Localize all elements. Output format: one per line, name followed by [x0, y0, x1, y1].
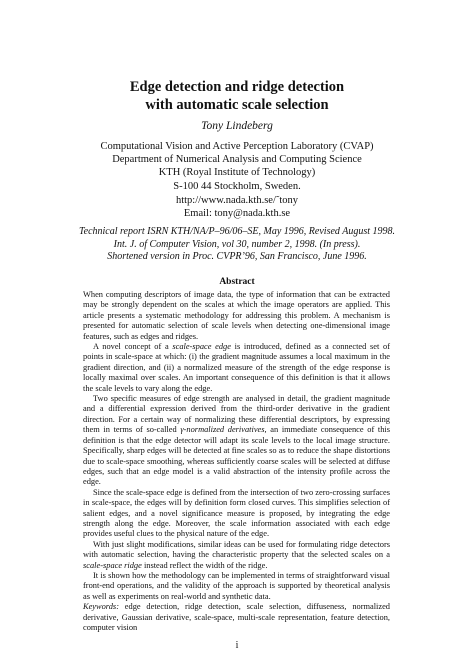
abstract-paragraph-1: When computing descriptors of image data, the type of information that can be extracted may be strongly dependent on the scales at which the image operators are applied. This article presents a systematic methodology for addressing this problem. A mechanism is presented for automatic selection of scale levels when detecting one-dimensional image features, such as edges and ridges. — [83, 290, 390, 341]
report-line-3: Shortened version in Proc. CVPR’96, San Francisco, June 1996. — [107, 251, 367, 263]
paper-title — [0, 78, 474, 114]
author-url: http://www.nada.kth.se/˜tony — [175, 195, 299, 206]
keywords — [83, 602, 390, 633]
author-name: Tony Lindeberg — [201, 120, 273, 132]
affiliation-line-2: Department of Numerical Analysis and Computing Science — [112, 154, 362, 166]
contact-info — [0, 195, 474, 220]
abstract-heading: Abstract — [219, 277, 255, 287]
title-line-1: Edge detection and ridge detection — [129, 79, 345, 95]
abstract-paragraph-5: With just slight modifications, similar ideas can be used for formulating ridge detectors with automatic selection, having the characteristic property that the selected scales on a scale-space ridge instead reflect the width of the ridge. — [83, 539, 390, 570]
report-line-2: Int. J. of Computer Vision, vol 30, number 2, 1998. (In press). — [113, 238, 361, 250]
abstract-paragraph-3: Two specific measures of edge strength are analysed in detail, the gradient magnitude and a differential expression derived from the third-order derivative in the gradient direction. For a certain way of normalizing these differential descriptors, by expressing them in terms of so-called γ-normalized derivatives, an immediate consequence of this definition is that the edge detector will adapt its scale levels to the local image structure. Specifically, sharp edges will be detected at fine scales so as to reduce the shape distortions due to scale-space smoothing, whereas sufficiently coarse scales will be selected at diffuse edges, such that an edge model is a valid abstraction of the intensity profile across the edge. — [83, 394, 390, 487]
title-line-2: with automatic scale selection — [145, 97, 329, 113]
report-line-1: Technical report ISRN KTH/NA/P–96/06–SE, May 1996, Revised August 1998. — [79, 226, 395, 237]
keywords-text: edge detection, ridge detection, scale selection, diffuseness, normalized derivative, Gaussian derivative, scale-space, multi-scale representation, feature detection, computer vision — [83, 602, 390, 632]
affiliation-line-3: KTH (Royal Institute of Technology) — [158, 167, 316, 179]
abstract-paragraph-2: A novel concept of a scale-space edge is introduced, defined as a connected set of points in scale-space at which: (i) the gradient magnitude assumes a local maximum in the gradient direction, and (ii) a normalized measure of the strength of the edge response is locally maximal over scales. An important consequence of this definition is that it allows the scale levels to vary along the edge. — [83, 342, 390, 393]
affiliation-line-4: S-100 44 Stockholm, Sweden. — [173, 180, 301, 192]
page-number: i — [235, 640, 239, 651]
abstract-body — [83, 290, 390, 633]
report-info — [0, 226, 474, 264]
affiliation-line-1: Computational Vision and Active Perception Laboratory (CVAP) — [100, 141, 374, 152]
keywords-label: Keywords: — [83, 602, 119, 612]
affiliation — [0, 140, 474, 193]
abstract-paragraph-6: It is shown how the methodology can be implemented in terms of straightforward visual front-end operations, and the validity of the approach is supported by theoretical analysis as well as experiments on real-world and synthetic data. — [83, 570, 390, 601]
abstract-paragraph-4: Since the scale-space edge is defined from the intersection of two zero-crossing surfaces in scale-space, the edges will by definition form closed curves. This simplifies selection of salient edges, and a novel significance measure is proposed, by integrating the edge strength along the edge. Moreover, the scale information associated with each edge provides useful clues to the physical nature of the edge. — [83, 487, 390, 539]
author-email: Email: tony@nada.kth.se — [183, 207, 291, 219]
